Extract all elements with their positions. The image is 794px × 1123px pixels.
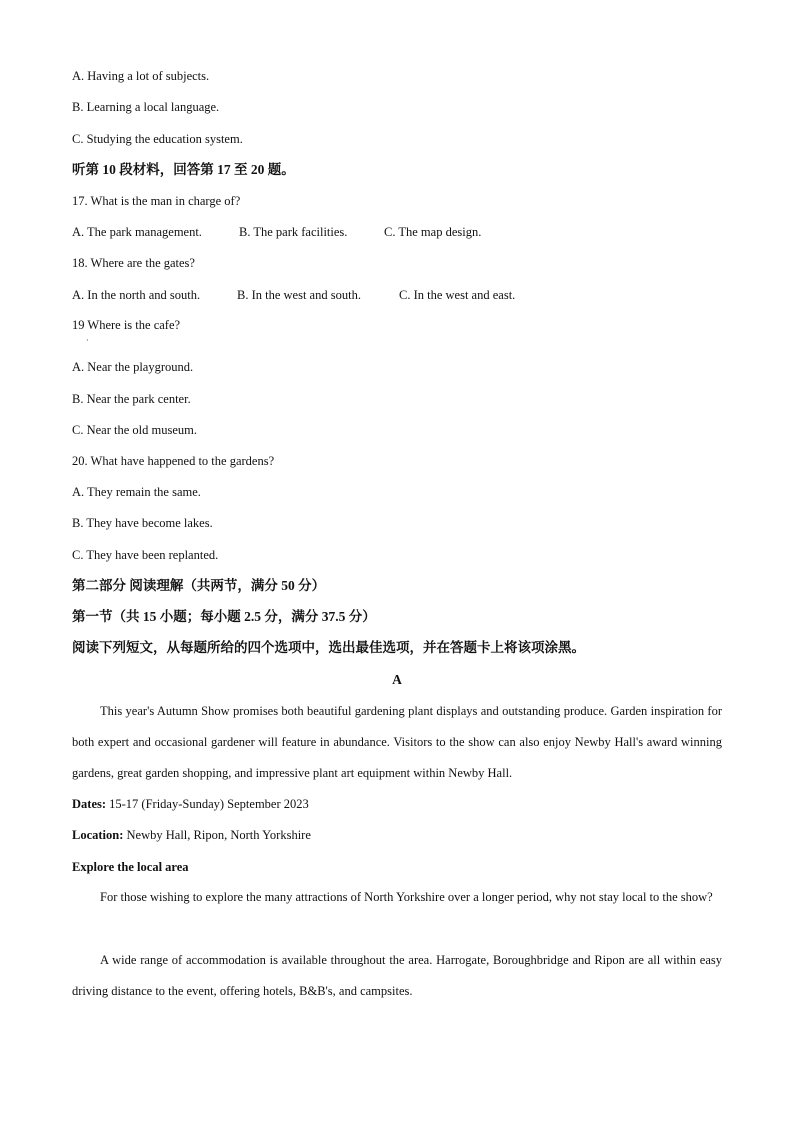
explore-paragraph-1: For those wishing to explore the many attractions of North Yorkshire over a longer period, why not stay local to the show? (100, 890, 713, 904)
q18-question: 18. Where are the gates? (72, 256, 195, 270)
q18-option-c: C. In the west and east. (399, 288, 516, 302)
stray-dot: · (86, 336, 89, 345)
q17-option-a: A. The park management. (72, 225, 202, 239)
q18-options (72, 287, 515, 303)
section1-title: 第一节（共 15 小题；每小题 2.5 分，满分 37.5 分） (72, 609, 376, 624)
dates-value: 15-17 (Friday-Sunday) September 2023 (106, 797, 309, 811)
q16-option-b: B. Learning a local language. (72, 100, 220, 114)
q16-option-a: A. Having a lot of subjects. (72, 69, 210, 83)
passage-letter: A (392, 672, 402, 687)
section10-instruction: 听第 10 段材料，回答第 17 至 20 题。 (72, 162, 295, 177)
q20-option-b: B. They have become lakes. (72, 516, 213, 530)
part2-title: 第二部分 阅读理解（共两节，满分 50 分） (72, 578, 326, 593)
q20-option-a: A. They remain the same. (72, 485, 201, 499)
q20-option-c: C. They have been replanted. (72, 548, 219, 562)
dates-line (72, 796, 309, 812)
q19-option-b: B. Near the park center. (72, 392, 191, 406)
explore-paragraph-2: A wide range of accommodation is available throughout the area. Harrogate, Boroughbridge and Ripon are all within easy driving distance to the event, offering hotels, B&B's, and campsites. (72, 953, 722, 998)
q17-option-c: C. The map design. (384, 225, 482, 239)
location-value: Newby Hall, Ripon, North Yorkshire (123, 828, 311, 842)
location-line (72, 827, 311, 843)
location-label: Location: (72, 828, 124, 842)
explore-heading: Explore the local area (72, 860, 189, 874)
q16-option-c: C. Studying the education system. (72, 132, 243, 146)
q17-option-b: B. The park facilities. (239, 225, 348, 239)
q19-option-c: C. Near the old museum. (72, 423, 197, 437)
reading-instruction: 阅读下列短文，从每题所给的四个选项中，选出最佳选项，并在答题卡上将该项涂黑。 (72, 640, 585, 655)
passage-intro: This year's Autumn Show promises both beautiful gardening plant displays and outstanding produce. Garden inspiration for both expert and occasional gardener will feature in abundance. Visitors to the show can also enjoy Newby Hall's award winning gardens, great garden shopping, and impressive plant art equipment within Newby Hall. (72, 704, 722, 780)
q19-option-a: A. Near the playground. (72, 360, 194, 374)
q20-question: 20. What have happened to the gardens? (72, 454, 275, 468)
dates-label: Dates: (72, 797, 107, 811)
q17-options (72, 224, 481, 240)
q18-option-a: A. In the north and south. (72, 288, 201, 302)
q18-option-b: B. In the west and south. (237, 288, 361, 302)
q17-question: 17. What is the man in charge of? (72, 194, 241, 208)
q19-question: 19 Where is the cafe? (72, 318, 181, 332)
